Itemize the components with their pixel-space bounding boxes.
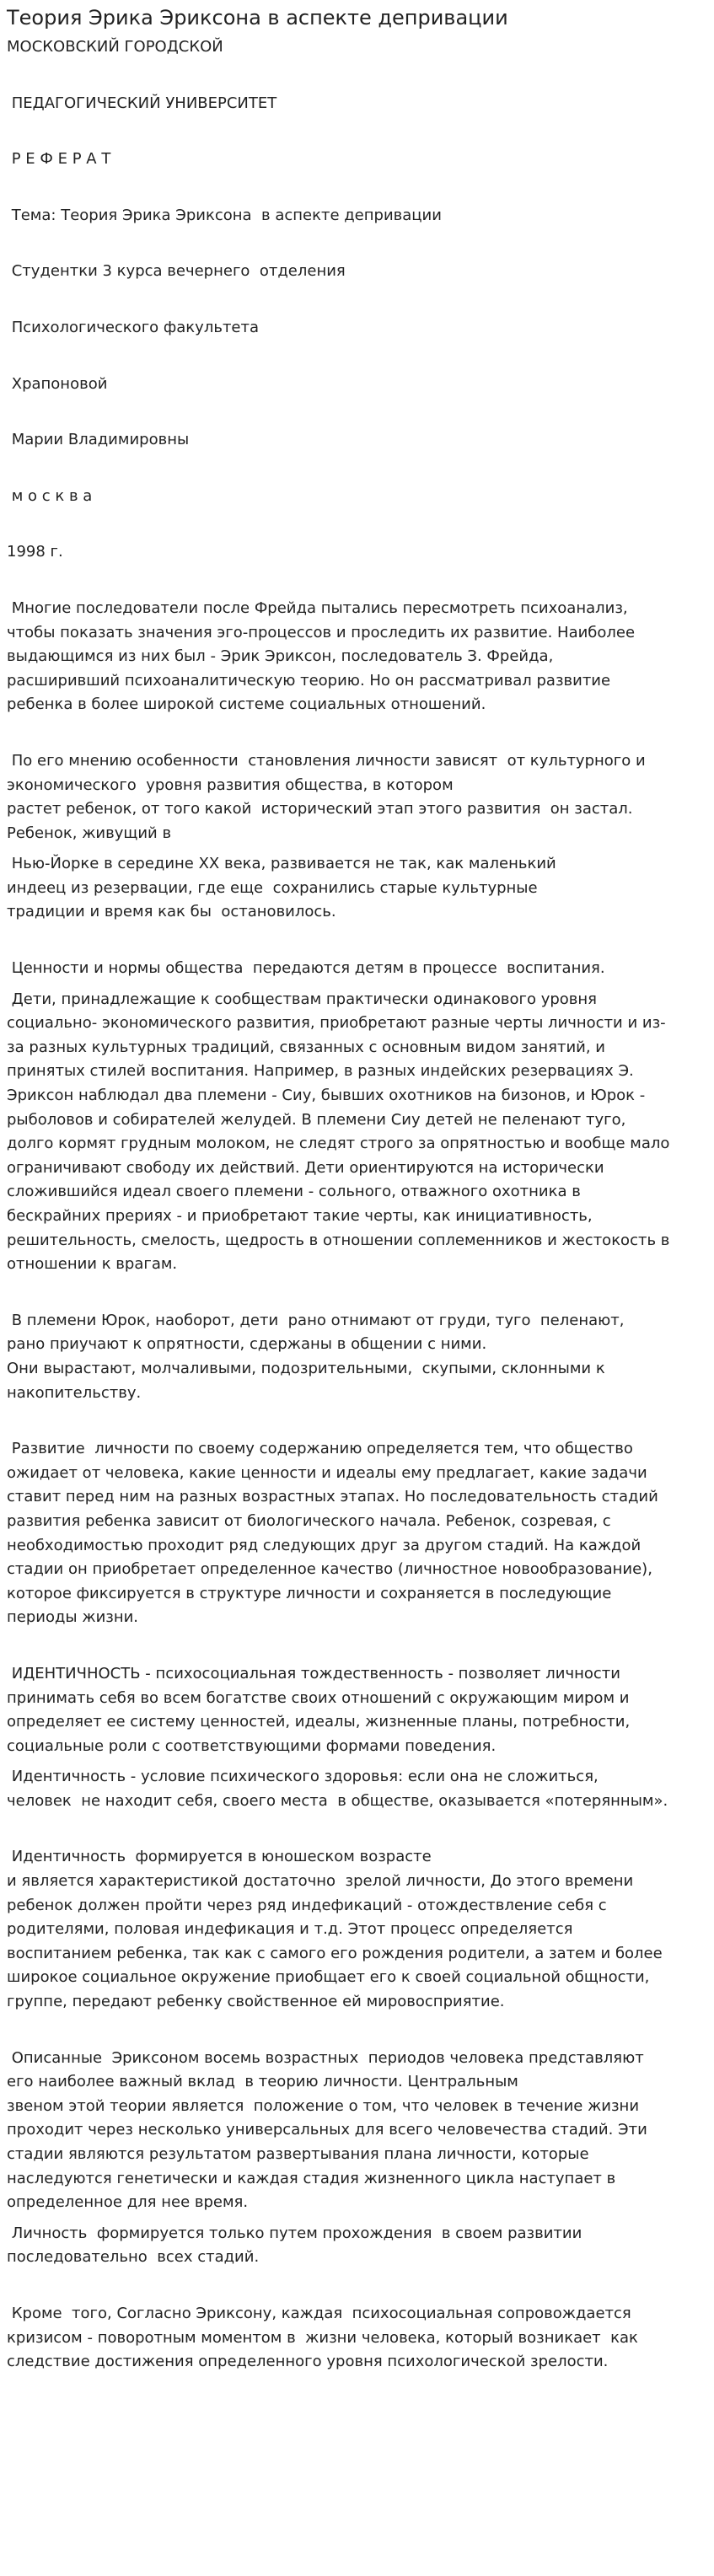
paragraph: В племени Юрок, наоборот, дети рано отнимают от груди, туго пеленают, рано приучают к опрятности, сдержаны в общении с ними. Они вырастают, молчаливыми, подозрительными, скупыми, склонными к накопительству.: [7, 1311, 625, 1402]
paragraph-gap: [7, 396, 707, 428]
paragraph: Идентичность формируется в юношеском возрасте и является характеристикой достаточно зрелой личности, До этого времени ребенок должен пройти через ряд индефикаций - отождествление себя с родителями, половая индефикация и т.д. Этот процесс определяется воспитанием ребенка, так как с самого его рождения родители, а затем и более широкое социальное окружение приобщает его к своей социальной общности, группе, передают ребенку свойственное ей мировосприятие.: [7, 1848, 663, 2011]
paragraph: Дети, принадлежащие к сообществам практически одинакового уровня социально- экономического развития, приобретают разные черты личности и из- за разных культурных традиций, связанных с основным видом занятий, и принятых стилей воспитания. Например, в разных индейских резервациях Э. Эриксон наблюдал два племени - Сиу, бывших охотников на бизонов, и Юрок - рыболовов и собирателей желудей. В племени Сиу детей не пеленают туго, долго кормят грудным молоком, не следят строго за опрятностью и вообще мало ограничивают свободу их действий. Дети ориентируются на исторически сложившийся идеал своего племени - сольного, отважного охотника в бескрайних прериях - и приобретают такие черты, как инициативность, решительность, смелость, щедрость в отношении соплеменников и жестокость в отношении к врагам.: [7, 990, 670, 1274]
paragraph: ПЕДАГОГИЧЕСКИЙ УНИВЕРСИТЕТ: [7, 94, 277, 112]
paragraph-gap: [7, 284, 707, 316]
paragraph: Кроме того, Согласно Эриксону, каждая психосоциальная сопровождается кризисом - поворотным моментом в жизни человека, который возникает как следствие достижения определенного уровня психологической зрелости.: [7, 2304, 638, 2371]
paragraph: 1998 г.: [7, 543, 63, 561]
paragraph-gap: [7, 717, 707, 749]
paragraph-gap: [7, 2215, 707, 2222]
paragraph-gap: [7, 60, 707, 92]
paragraph-gap: [7, 341, 707, 373]
paragraph-gap: [7, 2015, 707, 2047]
paragraph-gap: [7, 453, 707, 485]
paragraph: МОСКОВСКИЙ ГОРОДСКОЙ: [7, 38, 223, 56]
paragraph-gap: [7, 2270, 707, 2302]
paragraph: Психологического факультета: [7, 318, 260, 336]
paragraph-gap: [7, 1758, 707, 1765]
paragraph-gap: [7, 925, 707, 957]
paragraph: Храпоновой: [7, 374, 108, 393]
paragraph: Студентки 3 курса вечернего отделения: [7, 262, 346, 281]
paragraph-gap: [7, 1405, 707, 1437]
paragraph: По его мнению особенности становления личности зависят от культурного и экономического уровня развития общества, в котором растет ребенок, от того какой исторический этап этого развития он застал. Ребенок, живущий в: [7, 751, 646, 842]
paragraph: Многие последователи после Фрейда пытались пересмотреть психоанализ, чтобы показать значения эго-процессов и проследить их развитие. Наиболее выдающимся из них был - Эрик Эриксон, последователь З. Фрейда, расширивший психоаналитическую теорию. Но он рассматривал развитие ребенка в более широкой системе социальных отношений.: [7, 598, 636, 714]
paragraph: Нью-Йорке в середине XX века, развивается не так, как маленький индеец из резервации, где еще сохранились старые культурные традиции и время как бы остановилось.: [7, 855, 556, 921]
paragraph: Ценности и нормы общества передаются детям в процессе воспитания.: [7, 959, 605, 978]
paragraph-gap: [7, 228, 707, 260]
paragraph: Марии Владимировны: [7, 431, 190, 449]
document-body: [7, 35, 707, 2375]
paragraph-gap: [7, 845, 707, 852]
paragraph: Идентичность - условие психического здоровья: если она не сложиться, человек не находит себя, своего места в обществе, оказывается «потерянным».: [7, 1768, 668, 1810]
paragraph: Тема: Теория Эрика Эриксона в аспекте депривации: [7, 206, 442, 224]
paragraph: Р Е Ф Е Р А Т: [7, 150, 111, 169]
paragraph: м о с к в а: [7, 486, 93, 505]
paragraph: Развитие личности по своему содержанию определяется тем, что общество ожидает от человека, какие ценности и идеалы ему предлагает, какие задачи ставит перед ним на разных возрастных этапах. Но последовательность стадий развития ребенка зависит от биологического начала. Ребенок, созревая, с необходимостью проходит ряд следующих друг за другом стадий. На каждой стадии он приобретает определенное качество (личностное новообразование), которое фиксируется в структуре личности и сохраняется в последующие периоды жизни.: [7, 1440, 658, 1627]
paragraph-gap: [7, 1630, 707, 1662]
paragraph-gap: [7, 508, 707, 540]
paragraph: Описанные Эриксоном восемь возрастных периодов человека представляют его наиболее важный вклад в теорию личности. Центральным звеном этой теории является положение о том, что человек в течение жизни проходит через несколько универсальных для всего человечества стадий. Эти стадии являются результатом развертывания плана личности, которые наследуются генетически и каждая стадия жизненного цикла наступает в определенное для нее время.: [7, 2048, 647, 2212]
paragraph-gap: [7, 115, 707, 148]
paragraph: Личность формируется только путем прохождения в своем развитии последовательно всех стадий.: [7, 2224, 582, 2267]
paragraph-gap: [7, 172, 707, 204]
paragraph-gap: [7, 565, 707, 597]
paragraph: ИДЕНТИЧНОСТЬ - психосоциальная тождественность - позволяет личности принимать себя во всем богатстве своих отношений с окружающим миром и определяет ее систему ценностей, идеалы, жизненные планы, потребности, социальные роли с соответствующими формами поведения.: [7, 1664, 631, 1755]
document-title: Теория Эрика Эриксона в аспекте депривации: [7, 6, 508, 30]
paragraph-gap: [7, 981, 707, 988]
paragraph-gap: [7, 1813, 707, 1845]
paragraph-gap: [7, 1277, 707, 1309]
